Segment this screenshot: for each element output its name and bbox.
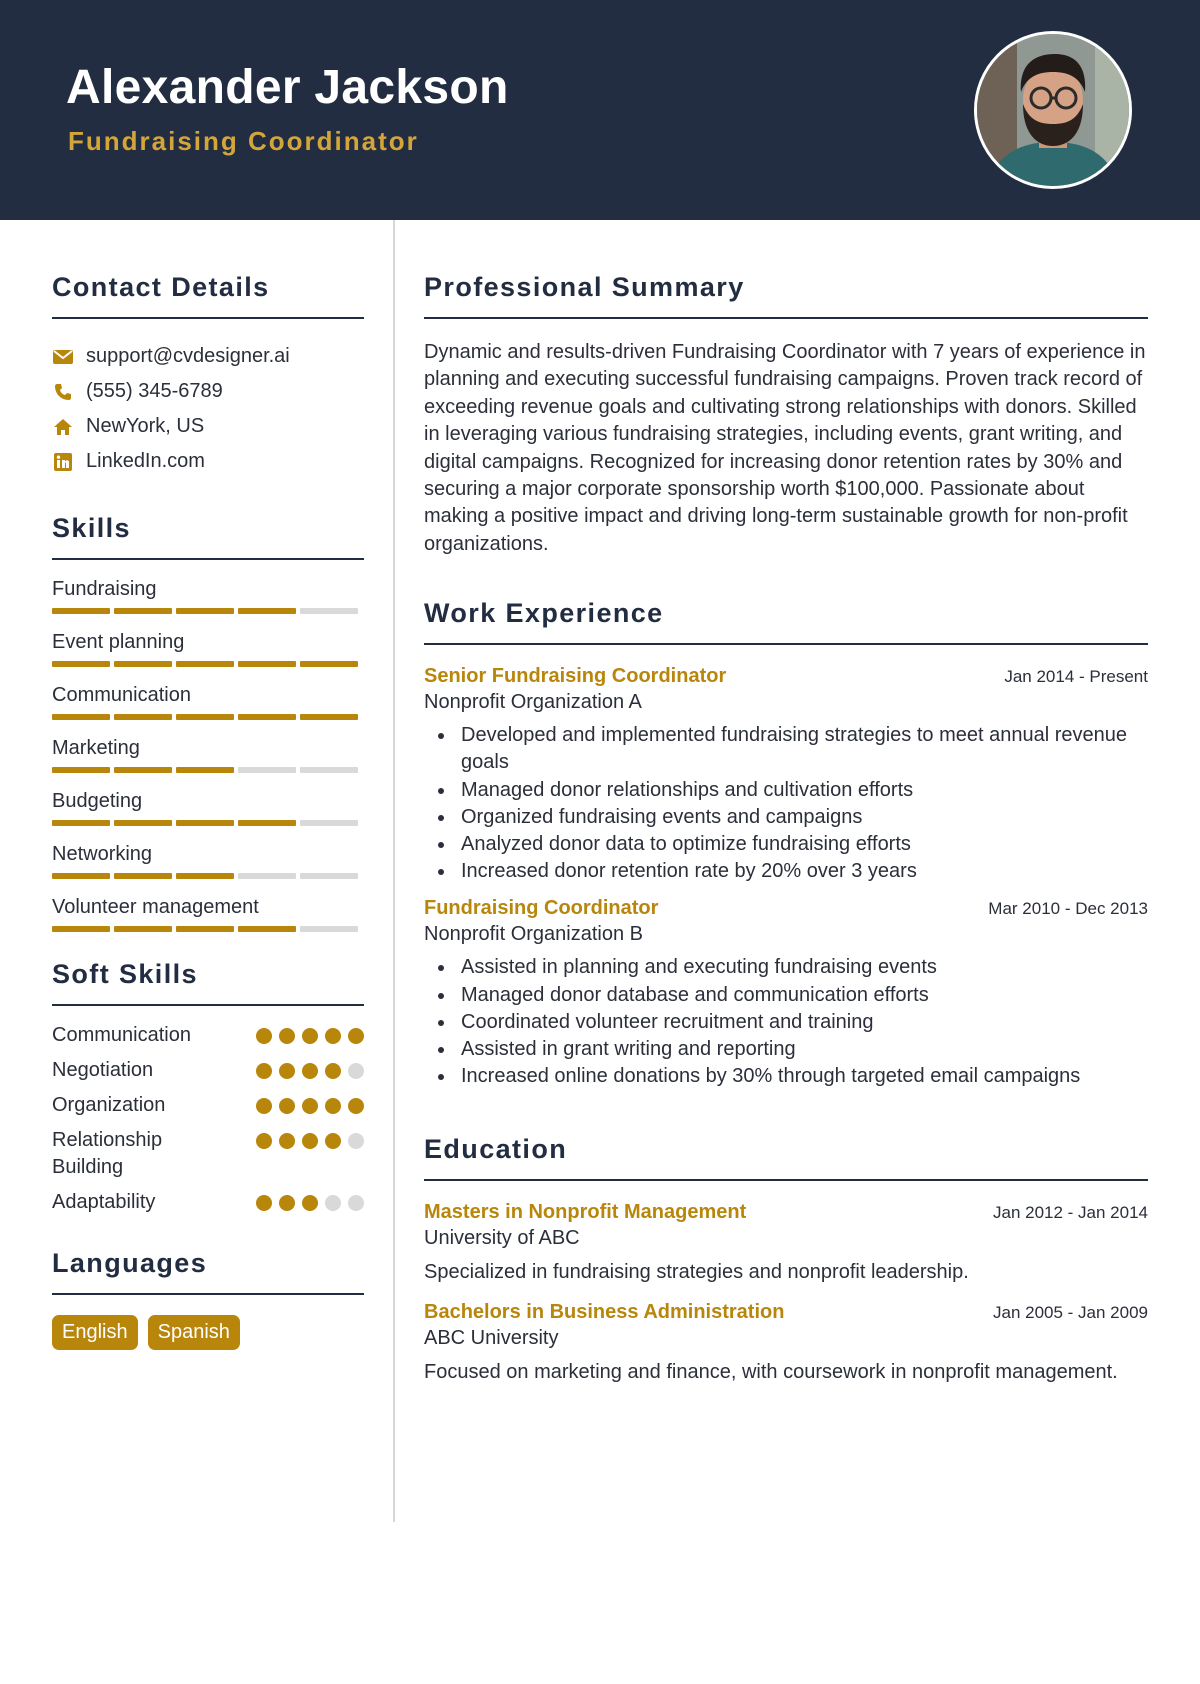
- section-rule: [52, 1004, 364, 1006]
- rating-dot: [302, 1133, 318, 1149]
- job-title: Fundraising Coordinator: [424, 897, 659, 920]
- skill-level-segment: [238, 926, 296, 932]
- soft-skill-rating: [256, 1092, 364, 1114]
- soft-skill-rating: [256, 1189, 364, 1211]
- contact-location-text: NewYork, US: [86, 415, 205, 437]
- bullet-item: Increased donor retention rate by 20% over 3 years: [424, 858, 1148, 885]
- soft-skill-rating: [256, 1057, 364, 1079]
- school-name: University of ABC: [424, 1227, 580, 1250]
- bullet-item: Coordinated volunteer recruitment and training: [424, 1009, 1148, 1036]
- skill-level-segment: [238, 767, 296, 773]
- summary-text: Dynamic and results-driven Fundraising Coordinator with 7 years of experience in planning and executing successful fundraising campaigns. Proven track record of exceeding revenue goals and cultivating strong relationships with donors. Skilled in leveraging various fundraising strategies, including events, grant writing, and digital campaigns. Recognized for increasing donor retention rates by 30% and securing a major corporate sponsorship worth $100,000. Passionate about making a positive impact and driving long-term sustainable growth for non-profit organizations.: [424, 341, 1146, 555]
- skill-level-segment: [300, 873, 358, 879]
- linkedin-icon: [52, 451, 74, 473]
- skill-item: [52, 682, 364, 720]
- skill-item: [52, 841, 364, 879]
- skill-level-bar: [52, 873, 364, 879]
- profile-photo: [977, 34, 1129, 186]
- skill-level-segment: [300, 608, 358, 614]
- bullet-item: Developed and implemented fundraising strategies to meet annual revenue goals: [424, 722, 1148, 776]
- contact-heading: Contact Details: [52, 272, 270, 302]
- job-date: Mar 2010 - Dec 2013: [988, 899, 1148, 919]
- skill-level-segment: [52, 926, 110, 932]
- degree-title: Bachelors in Business Administration: [424, 1300, 785, 1323]
- skill-level-bar: [52, 926, 364, 932]
- skill-level-segment: [238, 873, 296, 879]
- skill-level-segment: [114, 767, 172, 773]
- soft-skills-section: [52, 959, 364, 1216]
- bullet-item: Assisted in grant writing and reporting: [424, 1036, 1148, 1063]
- skill-level-bar: [52, 767, 364, 773]
- skill-level-segment: [238, 608, 296, 614]
- skill-name: Event planning: [52, 631, 185, 653]
- soft-skill-name: Relationship Building: [52, 1129, 163, 1178]
- section-rule: [424, 317, 1148, 319]
- job-title: Senior Fundraising Coordinator: [424, 665, 727, 688]
- skill-level-segment: [300, 820, 358, 826]
- soft-skill-name: Organization: [52, 1094, 166, 1116]
- skill-level-segment: [300, 661, 358, 667]
- rating-dot: [302, 1098, 318, 1114]
- degree-date: Jan 2005 - Jan 2009: [992, 1302, 1148, 1322]
- degree-description: Focused on marketing and finance, with coursework in nonprofit management.: [424, 1360, 1118, 1383]
- job-bullets: [424, 954, 1148, 1090]
- summary-section: [424, 272, 1148, 558]
- rating-dot: [325, 1133, 341, 1149]
- skill-level-bar: [52, 714, 364, 720]
- education-entry: [424, 1301, 1148, 1386]
- bullet-item: Increased online donations by 30% through targeted email campaigns: [424, 1063, 1148, 1090]
- contact-phone[interactable]: [52, 374, 364, 409]
- sidebar: [52, 220, 364, 1350]
- contact-linkedin[interactable]: [52, 444, 364, 479]
- section-rule: [424, 643, 1148, 645]
- skill-level-segment: [176, 873, 234, 879]
- rating-dot: [348, 1133, 364, 1149]
- skill-level-segment: [300, 714, 358, 720]
- job-date: Jan 2014 - Present: [1004, 667, 1148, 687]
- education-entry: [424, 1201, 1148, 1286]
- skill-level-bar: [52, 608, 364, 614]
- rating-dot: [325, 1195, 341, 1211]
- languages-list: [52, 1315, 364, 1350]
- rating-dot: [325, 1063, 341, 1079]
- education-section: [424, 1134, 1148, 1386]
- rating-dot: [279, 1098, 295, 1114]
- school-name: ABC University: [424, 1326, 559, 1349]
- skill-level-segment: [238, 661, 296, 667]
- skills-heading: Skills: [52, 513, 131, 543]
- rating-dot: [302, 1063, 318, 1079]
- degree-title: Masters in Nonprofit Management: [424, 1201, 747, 1224]
- soft-skill-item: [52, 1057, 364, 1084]
- summary-heading: Professional Summary: [424, 272, 745, 302]
- experience-heading: Work Experience: [424, 598, 664, 629]
- contact-email[interactable]: [52, 339, 364, 374]
- column-divider: [393, 220, 395, 1522]
- rating-dot: [279, 1133, 295, 1149]
- rating-dot: [256, 1098, 272, 1114]
- soft-skill-item: [52, 1127, 364, 1181]
- soft-skill-item: [52, 1092, 364, 1119]
- skill-level-segment: [176, 926, 234, 932]
- skill-level-segment: [52, 608, 110, 614]
- bullet-item: Organized fundraising events and campaigns: [424, 804, 1148, 831]
- experience-section: [424, 598, 1148, 1090]
- envelope-icon: [52, 346, 74, 368]
- section-rule: [52, 317, 364, 319]
- rating-dot: [348, 1098, 364, 1114]
- bullet-item: Assisted in planning and executing fundraising events: [424, 954, 1148, 981]
- skill-level-segment: [52, 820, 110, 826]
- rating-dot: [302, 1195, 318, 1211]
- skill-name: Volunteer management: [52, 896, 259, 918]
- skill-level-segment: [114, 926, 172, 932]
- job-organization: Nonprofit Organization A: [424, 691, 642, 714]
- skill-level-segment: [238, 820, 296, 826]
- skill-item: [52, 735, 364, 773]
- contact-section: [52, 272, 364, 479]
- skill-item: [52, 788, 364, 826]
- skills-section: [52, 513, 364, 932]
- rating-dot: [279, 1195, 295, 1211]
- job-entry: [424, 665, 1148, 885]
- skill-level-segment: [176, 608, 234, 614]
- bullet-item: Analyzed donor data to optimize fundraising efforts: [424, 831, 1148, 858]
- skill-name: Communication: [52, 684, 191, 706]
- rating-dot: [325, 1098, 341, 1114]
- skill-level-segment: [176, 714, 234, 720]
- rating-dot: [302, 1028, 318, 1044]
- candidate-title: Fundraising Coordinator: [68, 126, 419, 156]
- skill-level-segment: [176, 820, 234, 826]
- skill-level-segment: [300, 926, 358, 932]
- soft-skill-rating: [256, 1022, 364, 1044]
- skill-level-segment: [114, 873, 172, 879]
- soft-skills-heading: Soft Skills: [52, 959, 198, 989]
- skill-level-segment: [52, 873, 110, 879]
- soft-skill-name: Communication: [52, 1024, 191, 1046]
- contact-list: [52, 339, 364, 479]
- skill-level-segment: [114, 820, 172, 826]
- skill-item: [52, 576, 364, 614]
- soft-skill-item: [52, 1189, 364, 1216]
- skill-level-segment: [114, 661, 172, 667]
- rating-dot: [348, 1028, 364, 1044]
- skill-level-segment: [52, 714, 110, 720]
- skill-level-segment: [52, 661, 110, 667]
- skill-level-segment: [300, 767, 358, 773]
- degree-description: Specialized in fundraising strategies and nonprofit leadership.: [424, 1261, 969, 1284]
- skill-item: [52, 629, 364, 667]
- languages-section: [52, 1248, 364, 1350]
- rating-dot: [279, 1028, 295, 1044]
- skill-name: Fundraising: [52, 578, 157, 600]
- rating-dot: [279, 1063, 295, 1079]
- contact-linkedin-text: LinkedIn.com: [86, 450, 205, 472]
- skill-level-segment: [52, 767, 110, 773]
- skill-level-segment: [114, 608, 172, 614]
- contact-phone-text: (555) 345-6789: [86, 380, 223, 402]
- phone-icon: [52, 381, 74, 403]
- resume-header: [0, 0, 1200, 220]
- education-heading: Education: [424, 1134, 568, 1165]
- skill-level-bar: [52, 661, 364, 667]
- section-rule: [52, 558, 364, 560]
- skill-level-segment: [176, 661, 234, 667]
- skill-name: Budgeting: [52, 790, 143, 812]
- skill-level-bar: [52, 820, 364, 826]
- skill-level-segment: [114, 714, 172, 720]
- rating-dot: [256, 1028, 272, 1044]
- bullet-item: Managed donor database and communication efforts: [424, 982, 1148, 1009]
- skill-level-segment: [238, 714, 296, 720]
- home-icon: [52, 416, 74, 438]
- degree-date: Jan 2012 - Jan 2014: [992, 1203, 1148, 1223]
- contact-email-text: support@cvdesigner.ai: [86, 345, 290, 367]
- candidate-name: Alexander Jackson: [66, 61, 509, 114]
- avatar: [974, 31, 1132, 189]
- soft-skill-rating: [256, 1127, 364, 1149]
- job-organization: Nonprofit Organization B: [424, 923, 644, 946]
- job-entry: [424, 897, 1148, 1090]
- skill-name: Networking: [52, 843, 153, 865]
- soft-skill-name: Adaptability: [52, 1191, 156, 1213]
- soft-skills-list: [52, 1022, 364, 1216]
- job-bullets: [424, 722, 1148, 885]
- bullet-item: Managed donor relationships and cultivation efforts: [424, 777, 1148, 804]
- rating-dot: [325, 1028, 341, 1044]
- language-badge: English: [52, 1315, 138, 1350]
- skill-name: Marketing: [52, 737, 140, 759]
- languages-heading: Languages: [52, 1248, 208, 1278]
- rating-dot: [348, 1063, 364, 1079]
- main-content: [424, 220, 1148, 1386]
- soft-skill-name: Negotiation: [52, 1059, 154, 1081]
- soft-skill-item: [52, 1022, 364, 1049]
- section-rule: [52, 1293, 364, 1295]
- section-rule: [424, 1179, 1148, 1181]
- rating-dot: [256, 1195, 272, 1211]
- skill-level-segment: [176, 767, 234, 773]
- rating-dot: [256, 1133, 272, 1149]
- contact-location: [52, 409, 364, 444]
- skill-item: [52, 894, 364, 932]
- rating-dot: [348, 1195, 364, 1211]
- rating-dot: [256, 1063, 272, 1079]
- skills-list: [52, 576, 364, 932]
- language-badge: Spanish: [148, 1315, 240, 1350]
